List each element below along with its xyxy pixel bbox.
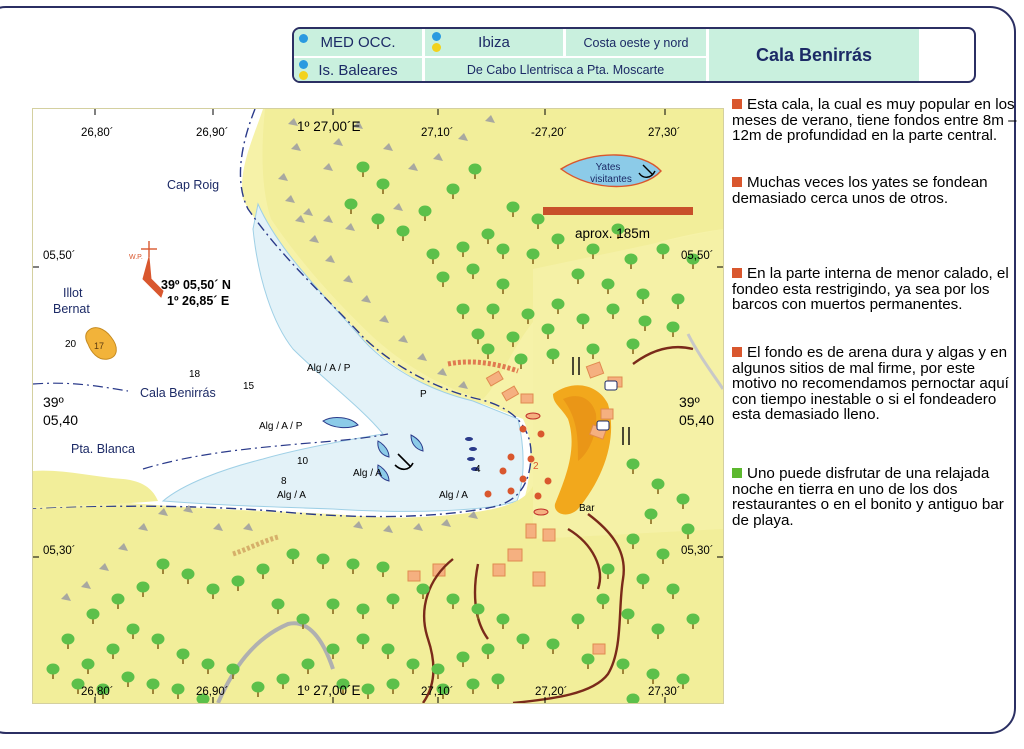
lat-tick-right: 05,50´ — [681, 250, 714, 262]
note-1 — [732, 97, 1022, 144]
note-text: El fondo es de arena dura y algas y en algunos sitios de mal firme, por este motivo no recomendamos pernoctar aquí con tiempo inestable o si el fondeadero esta demasiado lleno. — [732, 344, 1009, 424]
place-cap-roig: Cap Roig — [167, 178, 220, 192]
tick-bottom: 27,10´ — [421, 686, 454, 698]
blue-dot-icon — [432, 32, 441, 41]
waypoint-lat: 39º 05,50´ N — [161, 278, 231, 292]
seabed-type: Alg / A / P — [307, 363, 351, 374]
note-text: En la parte interna de menor calado, el fondeo esta restrigindo, ya sea por los barcos con muertos permanentes. — [732, 265, 1009, 314]
tick-bottom: 26,80´ — [81, 686, 114, 698]
note-5 — [732, 466, 1022, 528]
depth: 2 — [533, 461, 539, 472]
depth: 15 — [243, 381, 255, 392]
bullet-square-icon — [732, 99, 742, 109]
lat-min-left: 05,40 — [43, 412, 79, 428]
coast-cell — [566, 29, 706, 56]
seabed-type: Alg / A — [277, 490, 306, 501]
nautical-chart — [32, 108, 724, 704]
coast-label: Costa oeste y nord — [583, 35, 689, 50]
tick-bottom: 27,30´ — [648, 686, 681, 698]
route-cell — [425, 58, 706, 82]
lat-tick-left: 05,30´ — [43, 545, 76, 557]
blue-dot-icon — [299, 34, 308, 43]
page-title: Cala Benirrás — [755, 44, 873, 65]
title-cell — [709, 29, 919, 81]
bullet-square-icon — [732, 468, 742, 478]
place-bernat: Bernat — [53, 302, 90, 316]
scale-bar — [543, 207, 693, 215]
tick-bottom: 27,20´ — [535, 686, 568, 698]
bullet-square-icon — [732, 268, 742, 278]
lat-tick-left: 05,50´ — [43, 250, 76, 262]
lat-deg-right: 39º — [679, 394, 700, 410]
tick-top: 27,10´ — [421, 127, 454, 139]
yellow-dot-icon — [432, 43, 441, 52]
depth: 8 — [281, 476, 287, 487]
waypoint-label: W.P. — [129, 254, 143, 261]
lat-min-right: 05,40 — [679, 412, 715, 428]
place-illot: Illot — [63, 286, 83, 300]
bullet-square-icon — [732, 177, 742, 187]
waypoint-lon: 1º 26,85´ E — [167, 294, 230, 308]
place-pta-blanca: Pta. Blanca — [71, 442, 135, 456]
depth: 10 — [297, 456, 309, 467]
depth: 18 — [189, 369, 201, 380]
route-label: De Cabo Llentrisca a Pta. Moscarte — [466, 63, 665, 77]
region-cell — [294, 29, 422, 56]
yellow-dot-icon — [299, 71, 308, 80]
note-text: Uno puede disfrutar de una relajada noche en tierra en uno de los dos restaurantes o en el bonito y antiguo bar de playa. — [732, 465, 1004, 529]
chart-svg — [33, 109, 723, 703]
note-2 — [732, 175, 1022, 206]
chart-header — [292, 27, 976, 83]
tick-top: -27,20´ — [531, 127, 568, 139]
island-label: Ibiza — [478, 34, 510, 51]
tick-top-major: 1º 27,00´E — [297, 119, 361, 134]
place-cala: Cala Benirrás — [140, 386, 216, 400]
seabed-type: P — [420, 389, 427, 400]
seabed-type: Alg / A / P — [259, 421, 303, 432]
lat-tick-right: 05,30´ — [681, 545, 714, 557]
note-3 — [732, 266, 1022, 313]
region-label: MED OCC. — [320, 34, 396, 51]
tick-bottom: 26,90´ — [196, 686, 229, 698]
tick-bottom-major: 1º 27,00´E — [297, 683, 361, 698]
depth: 4 — [475, 464, 481, 475]
tick-top: 26,90´ — [196, 127, 229, 139]
islet-height: 17 — [93, 341, 105, 351]
place-bar: Bar — [579, 503, 595, 514]
seabed-type: Alg / A — [353, 468, 382, 479]
seabed-type: Alg / A — [439, 490, 468, 501]
visitors-line1: Yates — [595, 162, 621, 173]
depth: 20 — [65, 339, 77, 350]
scale-label: aprox. 185m — [575, 226, 651, 241]
note-text: Muchas veces los yates se fondean demasiado cerca unos de otros. — [732, 174, 988, 207]
archipelago-label: Is. Baleares — [318, 61, 398, 79]
tick-top: 26,80´ — [81, 127, 114, 139]
note-4 — [732, 345, 1022, 423]
lat-deg-left: 39º — [43, 394, 64, 410]
bullet-square-icon — [732, 347, 742, 357]
island-cell — [425, 29, 563, 56]
note-text: Esta cala, la cual es muy popular en los meses de verano, tiene fondos entre 8m – 12m de profundidad en la parte central. — [732, 96, 1017, 145]
visitors-line2: visitantes — [590, 174, 632, 185]
archipelago-cell — [294, 58, 422, 82]
tick-top: 27,30´ — [648, 127, 681, 139]
blue-dot-icon — [299, 60, 308, 69]
tree-icon — [515, 354, 528, 370]
